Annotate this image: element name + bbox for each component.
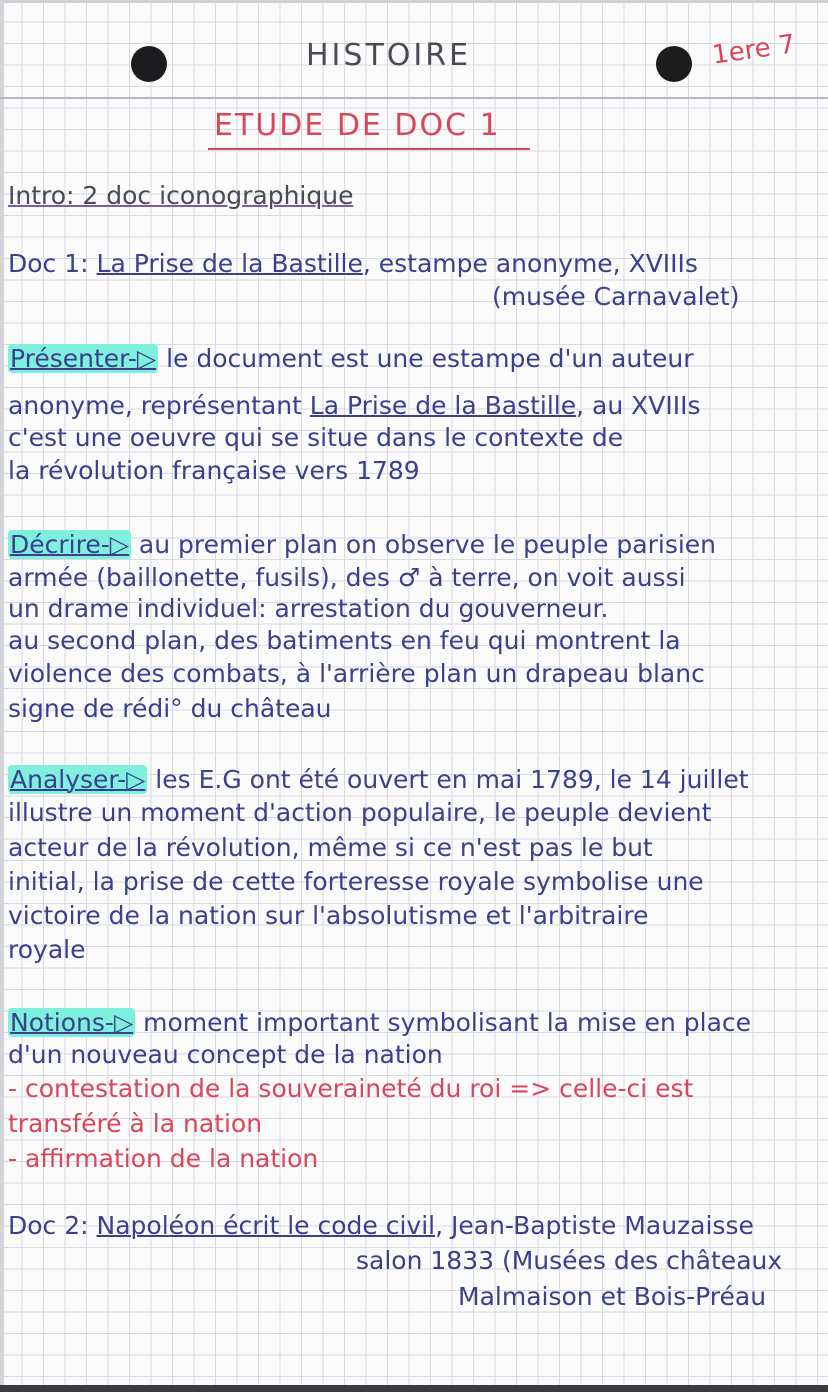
doc1-meta-2: (musée Carnavalet)	[492, 282, 740, 311]
notions-bullet-1b: transféré à la nation	[8, 1109, 263, 1138]
presenter-text-2a: anonyme, représentant	[8, 391, 310, 420]
doc2-title: Napoléon écrit le code civil	[96, 1211, 436, 1240]
page-left-edge	[0, 0, 4, 1392]
notions-bullet-2: - affirmation de la nation	[8, 1144, 319, 1173]
decrire-line-4: au second plan, des batiments en feu qui montrent la	[8, 626, 681, 655]
decrire-line-1	[8, 529, 716, 561]
subject-heading: HISTOIRE	[306, 38, 472, 73]
decrire-line-2: armée (baillonette, fusils), des ♂ à terre, on voit aussi	[8, 563, 686, 592]
decrire-line-5: violence des combats, à l'arrière plan un drapeau blanc	[8, 659, 705, 688]
doc2-meta-1: , Jean-Baptiste Mauzaisse	[435, 1211, 754, 1240]
decrire-label: Décrire-▷	[10, 530, 129, 559]
decrire-line-3: un drame individuel: arrestation du gouverneur.	[8, 594, 609, 623]
doc2-line	[8, 1210, 754, 1242]
presenter-line-1	[8, 343, 694, 375]
analyser-label: Analyser-▷	[10, 765, 146, 794]
notions-label: Notions-▷	[10, 1008, 134, 1037]
presenter-text-1: le document est une estampe d'un auteur	[166, 344, 694, 373]
presenter-text-2b: La Prise de la Bastille	[309, 391, 577, 420]
doc2-meta-line-2: salon 1833 (Musées des châteaux	[356, 1246, 783, 1275]
doc1-title: La Prise de la Bastille	[96, 249, 363, 278]
class-level: 1ere 7	[710, 29, 798, 71]
presenter-line-3: c'est une oeuvre qui se situe dans le contexte de	[8, 423, 624, 452]
page-title: ETUDE DE DOC 1	[214, 108, 501, 143]
analyser-line-2: illustre un moment d'action populaire, le peuple devient	[8, 798, 712, 827]
notions-text-1: moment important symbolisant la mise en place	[143, 1008, 752, 1037]
analyser-line-6: royale	[8, 935, 86, 964]
analyser-line-4: initial, la prise de cette forteresse royale symbolise une	[8, 867, 704, 896]
doc1-meta-1: , estampe anonyme, XVIIIs	[362, 249, 698, 278]
doc2-label: Doc 2:	[8, 1211, 89, 1240]
presenter-line-4: la révolution française vers 1789	[8, 456, 420, 485]
page-top-edge	[0, 0, 828, 3]
analyser-line-3: acteur de la révolution, même si ce n'est pas le but	[8, 833, 653, 862]
doc1-label: Doc 1:	[8, 249, 89, 278]
doc1-line	[8, 248, 698, 280]
page-bottom-edge	[0, 1385, 828, 1392]
intro-line	[8, 180, 353, 212]
notions-line-1	[8, 1007, 751, 1039]
intro-text: Intro: 2 doc iconographique	[8, 181, 354, 210]
doc2-meta-line-3: Malmaison et Bois-Préau	[458, 1282, 767, 1311]
punch-hole-right	[656, 46, 692, 82]
analyser-text-1: les E.G ont été ouvert en mai 1789, le 14 juillet	[155, 765, 749, 794]
analyser-line-1	[8, 764, 749, 796]
title-underline	[208, 148, 530, 150]
notions-line-2: d'un nouveau concept de la nation	[8, 1040, 443, 1069]
doc1-meta-line	[492, 281, 739, 313]
analyser-line-5: victoire de la nation sur l'absolutisme et l'arbitraire	[8, 901, 649, 930]
presenter-label: Présenter-▷	[10, 344, 157, 373]
presenter-text-2c: , au XVIIIs	[576, 391, 701, 420]
header-rule	[0, 97, 828, 99]
decrire-line-6: signe de rédi° du château	[8, 694, 332, 723]
presenter-line-2	[8, 390, 701, 422]
decrire-text-1: au premier plan on observe le peuple parisien	[138, 530, 717, 559]
punch-hole-left	[131, 46, 167, 82]
notions-bullet-1a: - contestation de la souveraineté du roi => celle-ci est	[8, 1074, 694, 1103]
